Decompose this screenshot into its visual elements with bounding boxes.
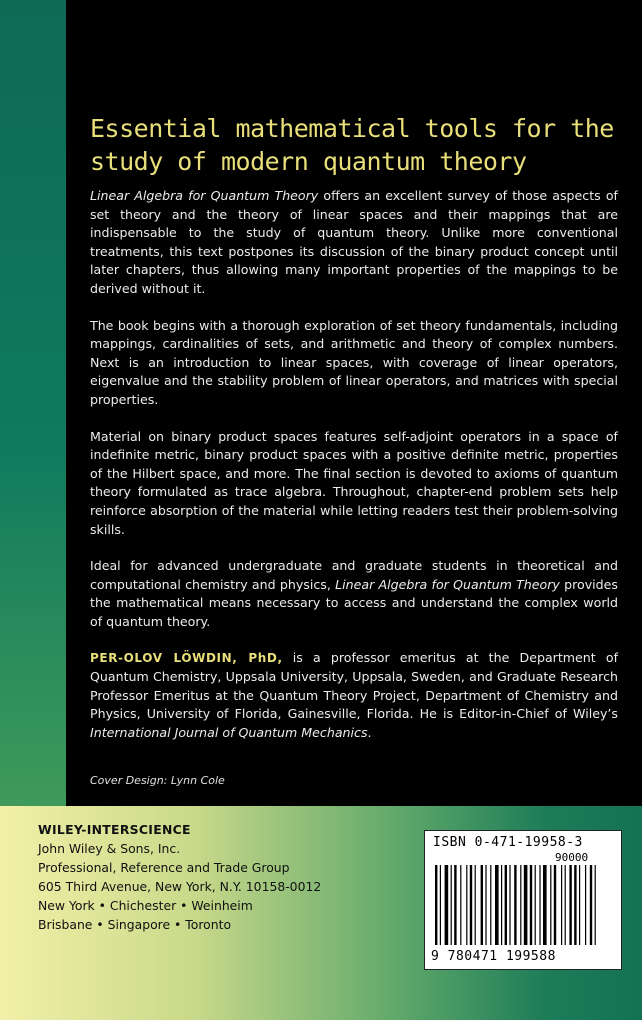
barcode-bar [490, 865, 491, 945]
barcode-bar [530, 865, 532, 945]
audience-text-after: provides the mathematical means necessary to access and understand the complex world of quantum theory. [90, 576, 618, 629]
cover-design-credit: Cover Design: Lynn Cole [90, 774, 225, 787]
barcode-bar [524, 865, 528, 945]
barcode-bar [440, 865, 441, 945]
paragraph-audience [90, 557, 618, 631]
paragraph-intro-text: offers an excellent survey of those aspects of set theory and the theory of linear spaces and their mappings that are indispensable to the study of quantum theory. Unlike more conventional treatments, this text postpones its discussion of the binary product concept until later chapters, thus allowing many important properties of the mappings to be derived without it. [90, 188, 618, 296]
book-title-italic: Linear Algebra for Quantum Theory [335, 576, 560, 592]
barcode-bar [543, 865, 547, 945]
publisher-line: Professional, Reference and Trade Group [38, 860, 290, 875]
paragraph-contents: The book begins with a thorough exploration of set theory fundamentals, including mappings, cardinalities of sets, and arithmetic and theory of complex numbers. Next is an introduction to linear spaces, with coverage of linear operators, eigenvalue and the stability problem of linear operators, and matrices with special properties. [90, 317, 618, 407]
barcode-bar [509, 865, 510, 945]
barcode-bar [475, 865, 476, 945]
isbn-label: ISBN 0-471-19958-3 [433, 835, 583, 850]
barcode-bar [460, 865, 461, 945]
journal-title: International Journal of Quantum Mechanics [90, 724, 368, 740]
barcode-bar [435, 865, 437, 945]
author-bio [90, 649, 618, 742]
barcode-bar [595, 865, 596, 945]
barcode-bar [579, 865, 580, 945]
barcode-bar [585, 865, 586, 945]
barcode-bar [466, 865, 467, 945]
barcode-bar [590, 865, 592, 945]
publisher-imprint: WILEY-INTERSCIENCE [38, 822, 191, 837]
barcode-bar [561, 865, 562, 945]
ean-number: 9 780471 199588 [431, 949, 556, 964]
barcode-bars [433, 865, 613, 949]
barcode-bar [481, 865, 483, 945]
author-bio-text: is a professor emeritus at the Department of Quantum Chemistry, Uppsala University, Uppsala, Sweden, and Graduate Research Professor Emeritus at the Quantum Theory Project, Department of Chemistry and Physics, University of Florida, Gainesville, Florida. He is Editor-in-Chief of Wiley’s [90, 650, 619, 722]
barcode-bar [485, 865, 486, 945]
publisher-line: New York • Chichester • Weinheim [38, 898, 253, 913]
publisher-block [38, 820, 368, 934]
description [90, 187, 618, 760]
publisher-line: Brisbane • Singapore • Toronto [38, 917, 232, 932]
paragraph-intro [90, 187, 618, 299]
barcode-box [424, 830, 622, 970]
headline-line-2: study of modern quantum theory [90, 147, 527, 176]
barcode-bar [451, 865, 452, 945]
barcode-bar [569, 865, 571, 945]
barcode-bar [495, 865, 499, 945]
green-side-stripe [0, 0, 66, 806]
paragraph-binary-product: Material on binary product spaces features self-adjoint operators in a space of indefinite metric, binary product spaces with a positive definite metric, properties of the Hilbert space, and more. The final section is devoted to axioms of quantum theory formulated as trace algebra. Throughout, chapter-end problem sets help reinforce absorption of the material while letting readers test their problem-solving skills. [90, 428, 618, 537]
headline [90, 112, 630, 178]
barcode-bar [445, 865, 449, 945]
barcode-bar [514, 865, 516, 945]
publisher-line: John Wiley & Sons, Inc. [38, 841, 181, 856]
barcode-bar [574, 865, 576, 945]
barcode-bar [565, 865, 566, 945]
barcode-bar [520, 865, 521, 945]
publisher-line: 605 Third Avenue, New York, N.Y. 10158-0012 [38, 879, 322, 894]
barcode-bar [554, 865, 556, 945]
barcode-bar [470, 865, 472, 945]
barcode-bar [550, 865, 551, 945]
barcode-bar [454, 865, 456, 945]
barcode-bar [535, 865, 536, 945]
author-bio-end: . [367, 724, 372, 740]
book-title-italic: Linear Algebra for Quantum Theory [90, 188, 319, 203]
headline-line-1: Essential mathematical tools for the [90, 114, 614, 143]
audience-text-before: Ideal for advanced undergraduate and graduate students in theoretical and computational chemistry and physics, [90, 558, 618, 592]
barcode-bar [501, 865, 502, 945]
barcode-bar [505, 865, 507, 945]
author-name: PER-OLOV LÖWDIN, PhD, [90, 651, 283, 666]
price-code: 90000 [555, 851, 589, 864]
barcode-bar [539, 865, 540, 945]
